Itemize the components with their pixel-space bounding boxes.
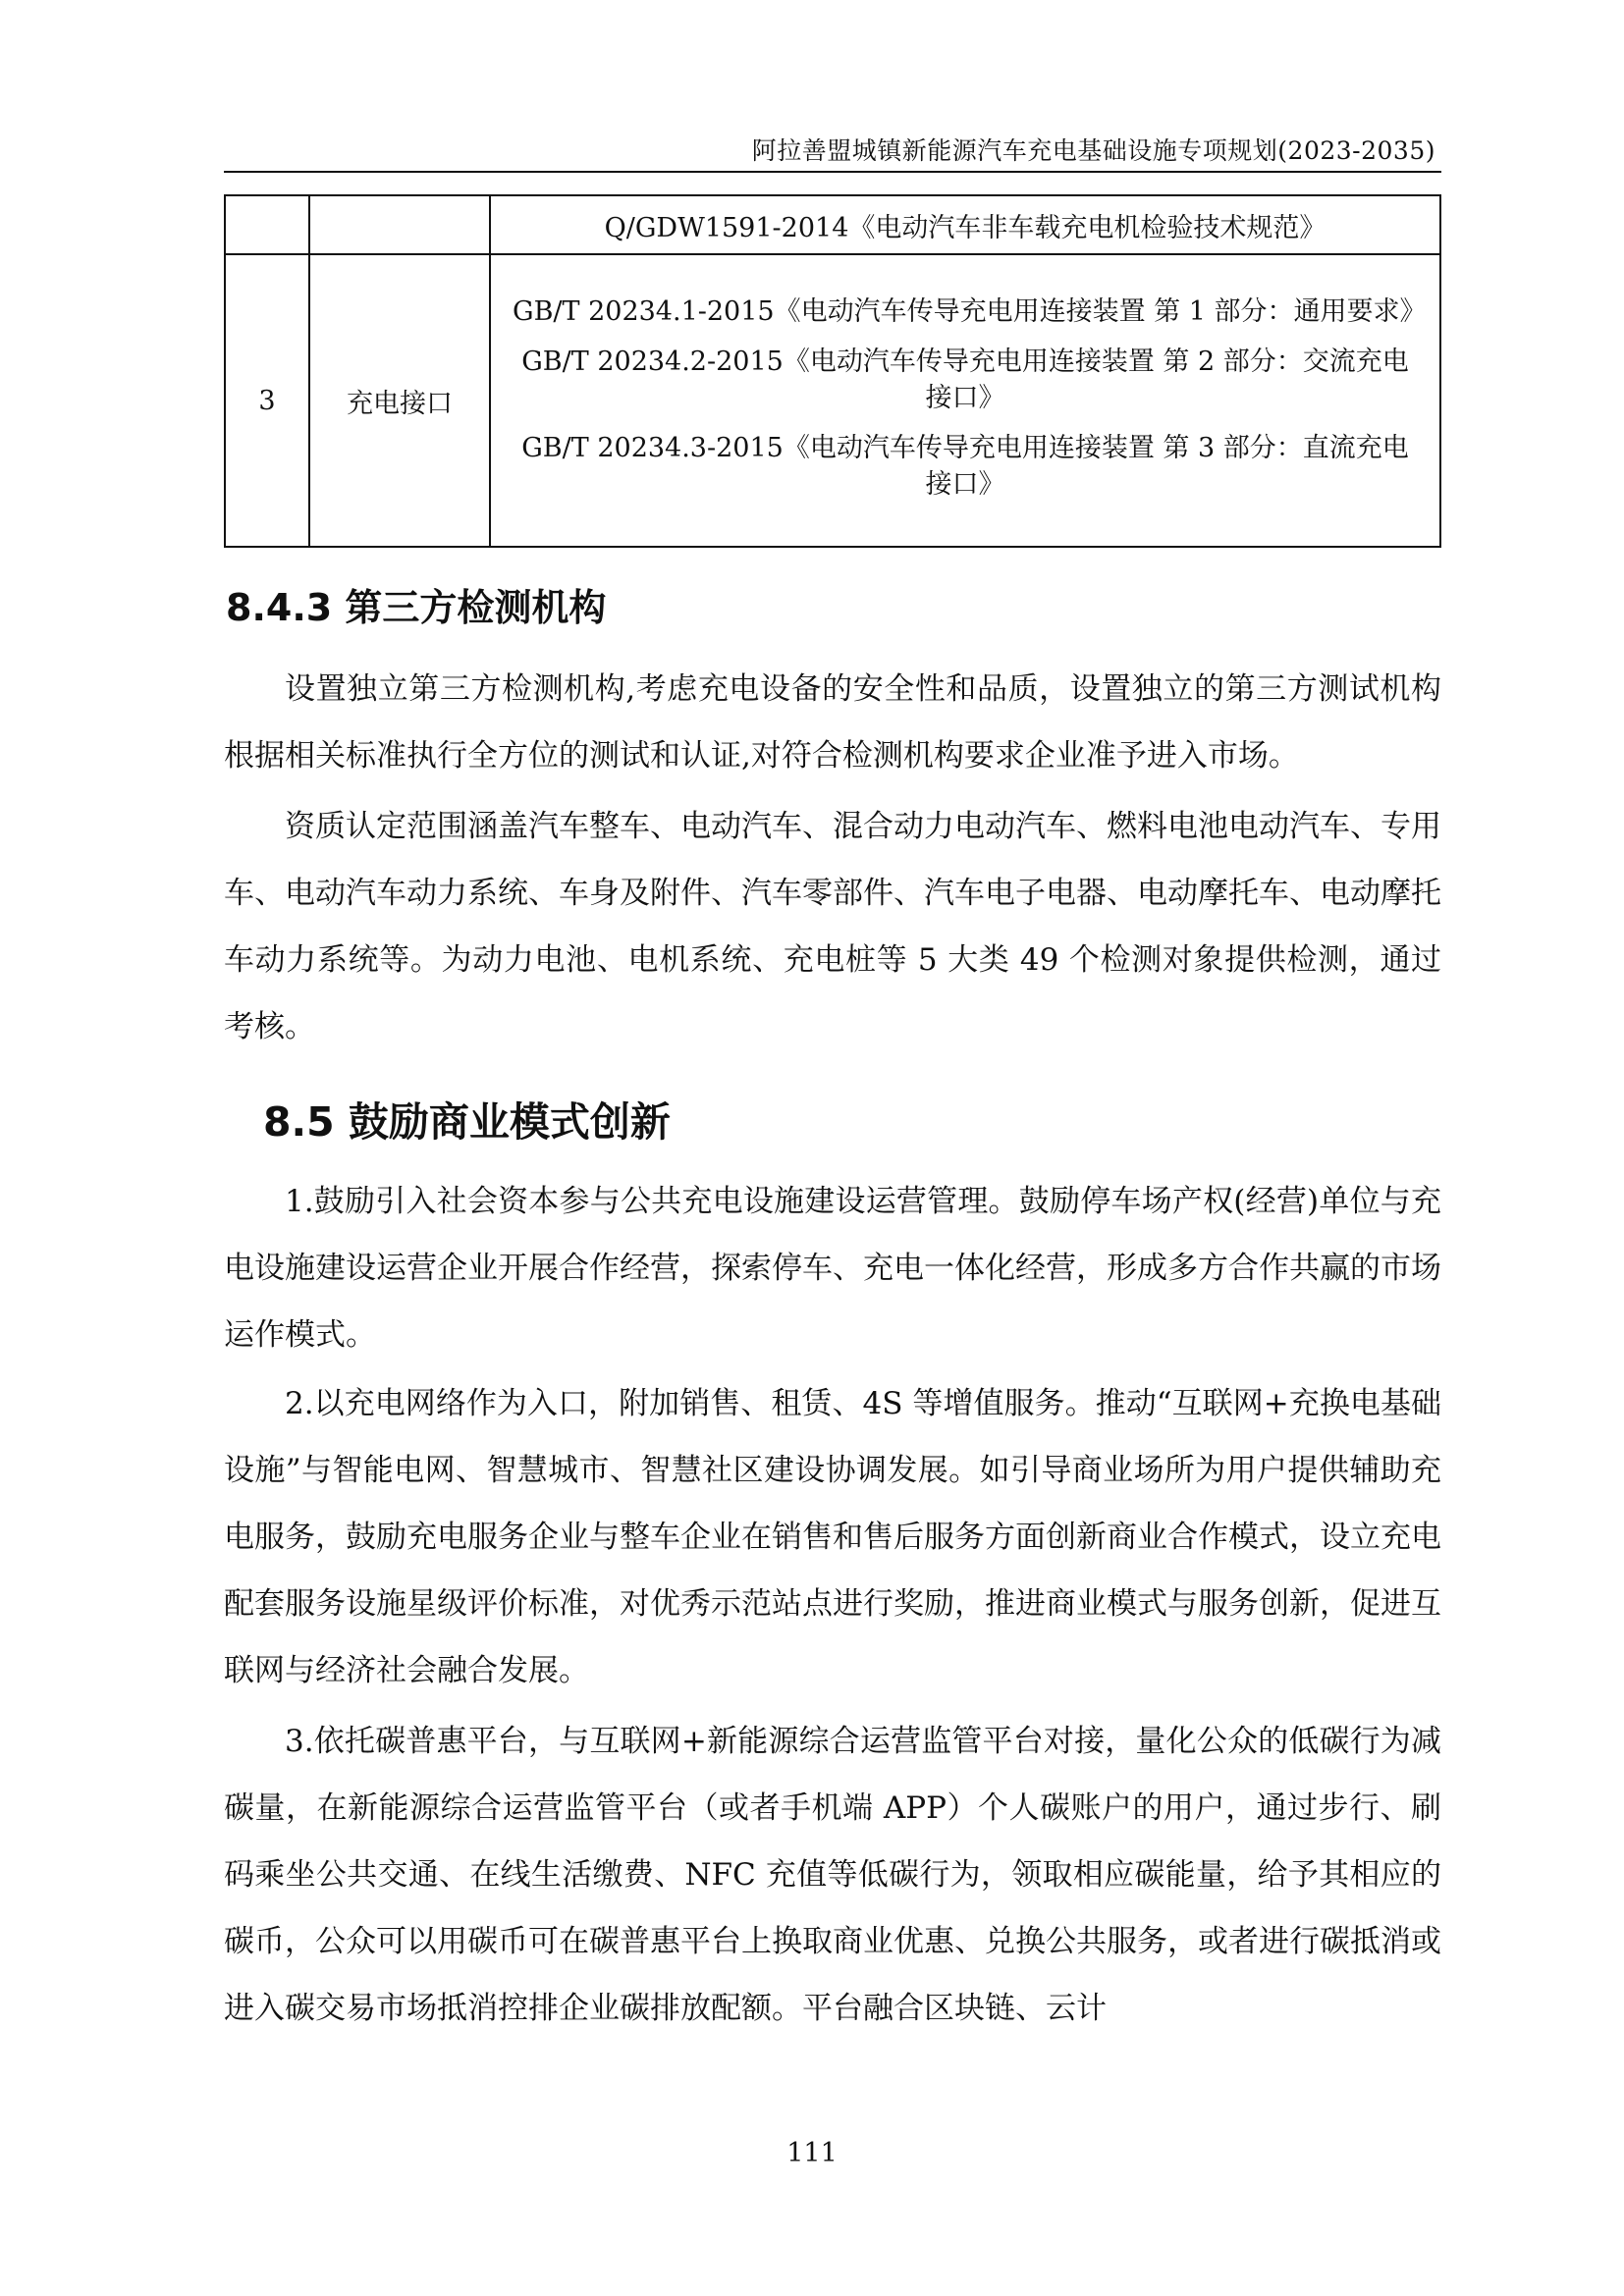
paragraph: 2.以充电网络作为入口，附加销售、租赁、4S 等增值服务。推动“互联网+充换电基础设施”与智能电网、智慧城市、智慧社区建设协调发展。如引导商业场所为用户提供辅助充电服务，鼓励充电服务企业与整车企业在销售和售后服务方面创新商业合作模式，设立充电配套服务设施星级评价标准，对优秀示范站点进行奖励，推进商业模式与服务创新，促进互联网与经济社会融合发展。: [224, 1386, 1441, 1688]
table-cell-standards: [490, 254, 1440, 547]
page-number: 111: [786, 2138, 838, 2168]
table-cell-category: 充电接口: [309, 254, 490, 547]
standards-table: [224, 194, 1441, 548]
standard-item: GB/T 20234.2-2015《电动汽车传导充电用连接装置 第 2 部分：交流充电接口》: [521, 347, 1409, 413]
paragraph: 3.依托碳普惠平台，与互联网+新能源综合运营监管平台对接，量化公众的低碳行为减碳量，在新能源综合运营监管平台（或者手机端 APP）个人碳账户的用户，通过步行、刷码乘坐公共交通、在线生活缴费、NFC 充值等低碳行为，领取相应碳能量，给予其相应的碳币，公众可以用碳币可在碳普惠平台上换取商业优惠、兑换公共服务，或者进行碳抵消或进入碳交易市场抵消控排企业碳排放配额。平台融合区块链、云计: [224, 1724, 1441, 2026]
header-title: 阿拉善盟城镇新能源汽车充电基础设施专项规划(2023-2035): [751, 136, 1435, 165]
standard-item: GB/T 20234.3-2015《电动汽车传导充电用连接装置 第 3 部分：直流充电接口》: [521, 433, 1409, 500]
page-header: [224, 128, 1441, 173]
standard-item: GB/T 20234.1-2015《电动汽车传导充电用连接装置 第 1 部分：通用要求》: [513, 296, 1427, 327]
standard-item: Q/GDW1591-2014《电动汽车非车载充电机检验技术规范》: [604, 212, 1326, 243]
section-heading-8-5: 8.5 鼓励商业模式创新: [263, 1098, 671, 1146]
table-cell-number: 3: [225, 254, 309, 547]
paragraph: 设置独立第三方检测机构,考虑充电设备的安全性和品质，设置独立的第三方测试机构根据相关标准执行全方位的测试和认证,对符合检测机构要求企业准予进入市场。: [224, 671, 1441, 774]
table-row: [225, 254, 1440, 547]
table-cell-category: [309, 195, 490, 254]
table-row: [225, 195, 1440, 254]
table-cell-number: [225, 195, 309, 254]
paragraph: 1.鼓励引入社会资本参与公共充电设施建设运营管理。鼓励停车场产权(经营)单位与充电设施建设运营企业开展合作经营，探索停车、充电一体化经营，形成多方合作共赢的市场运作模式。: [224, 1184, 1441, 1353]
paragraph: 资质认定范围涵盖汽车整车、电动汽车、混合动力电动汽车、燃料电池电动汽车、专用车、电动汽车动力系统、车身及附件、汽车零部件、汽车电子电器、电动摩托车、电动摩托车动力系统等。为动力电池、电机系统、充电桩等 5 大类 49 个检测对象提供检测，通过考核。: [224, 809, 1441, 1044]
section-heading-8-4-3: 8.4.3 第三方检测机构: [226, 586, 607, 629]
table-cell-standards: [490, 195, 1440, 254]
